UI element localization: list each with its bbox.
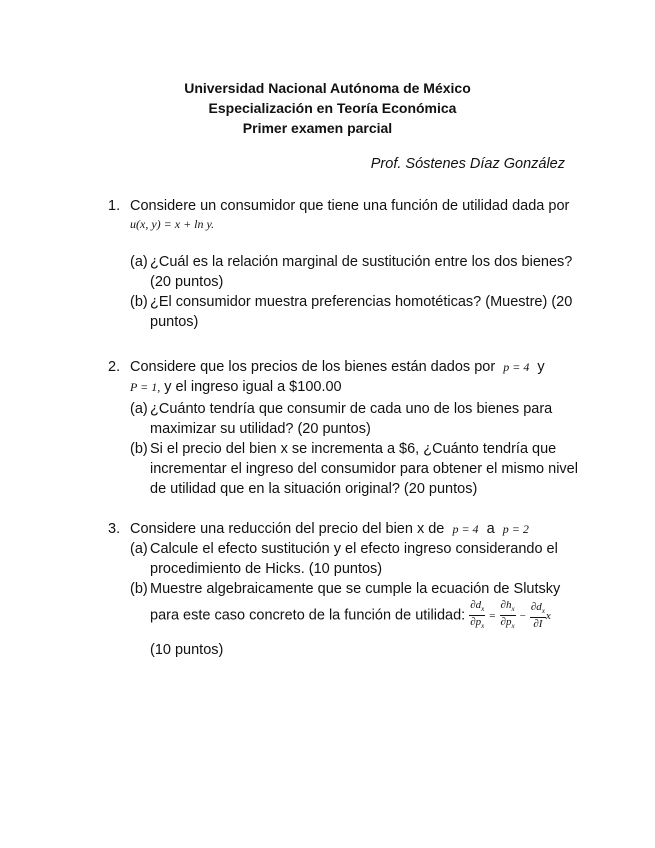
subquestion-text: Muestre algebraicamente que se cumple la ecuación de Slutsky para este caso concreto de la función de utilidad: xyxy=(150,581,561,624)
px-to-equation: p = 2 xyxy=(502,522,529,536)
subquestion-3a xyxy=(130,539,578,579)
subquestion-text: ¿El consumidor muestra preferencias homotéticas? (Muestre) (20 puntos) xyxy=(150,294,573,330)
university-name: Universidad Nacional Autónoma de México xyxy=(184,80,471,96)
question-number: 3. xyxy=(108,521,121,537)
subquestion-1a xyxy=(130,252,578,292)
subquestion-2b xyxy=(130,439,578,499)
subquestion-label: (b) xyxy=(130,294,148,310)
subquestion-2a xyxy=(130,399,578,439)
question-text xyxy=(130,357,578,377)
subquestion-text: ¿Cuál es la relación marginal de sustitución entre los dos bienes? (20 puntos) xyxy=(150,254,573,290)
question-text-end: y el ingreso igual a $100.00 xyxy=(164,379,342,395)
question-text-cont xyxy=(130,377,578,397)
formula-text: u(x, y) = x + ln y. xyxy=(130,217,215,231)
exam-title: Primer examen parcial xyxy=(242,120,393,136)
subquestion-text: Calcule el efecto sustitución y el efecto ingreso considerando el procedimiento de Hicks. (10 puntos) xyxy=(150,541,558,577)
subquestion-label: (a) xyxy=(130,254,148,270)
professor-name: Prof. Sóstenes Díaz González xyxy=(370,156,565,172)
subquestion-3b-points xyxy=(130,640,578,660)
py-equation: P = 1, xyxy=(130,380,161,394)
question-number: 2. xyxy=(108,359,121,375)
y-word: y xyxy=(537,359,545,375)
subquestion-1b xyxy=(130,292,578,332)
subquestion-text: Si el precio del bien x se incrementa a $6, ¿Cuánto tendría que incrementar el ingreso del consumidor para obtener el mismo nivel de utilidad que en la situación original? (20 puntos) xyxy=(150,441,578,497)
subquestion-label: (a) xyxy=(130,541,148,557)
a-word: a xyxy=(486,521,495,537)
px-from-equation: p = 4 xyxy=(452,522,479,536)
subquestion-text: ¿Cuánto tendría que consumir de cada uno de los bienes para maximizar su utilidad? (20 puntos) xyxy=(150,401,553,437)
question-text: Considere un consumidor que tiene una función de utilidad dada por xyxy=(130,198,570,214)
subquestion-label: (b) xyxy=(130,441,148,457)
utility-formula xyxy=(130,214,578,234)
slutsky-equation: $\frac{\partial d_x}{\partial p_x}$ = $\frac{\partial h_x}{\partial p_x}$ − $\frac{\partial d_x}{\partial I}$ x xyxy=(470,599,551,631)
question-text xyxy=(130,519,578,539)
question-text-start: Considere que los precios de los bienes están dados por xyxy=(130,359,496,375)
question-1 xyxy=(108,196,578,332)
exam-header xyxy=(0,78,655,138)
question-text-start: Considere una reducción del precio del bien x de xyxy=(130,521,445,537)
subquestion-3b xyxy=(130,579,578,632)
question-number: 1. xyxy=(108,198,121,214)
question-2 xyxy=(108,357,578,499)
points-text: (10 puntos) xyxy=(150,642,224,659)
question-3 xyxy=(108,519,578,660)
subquestion-label: (a) xyxy=(130,401,148,417)
program-name: Especialización en Teoría Económica xyxy=(208,100,457,116)
subquestion-label: (b) xyxy=(130,581,148,597)
px-equation: p = 4 xyxy=(503,360,530,374)
